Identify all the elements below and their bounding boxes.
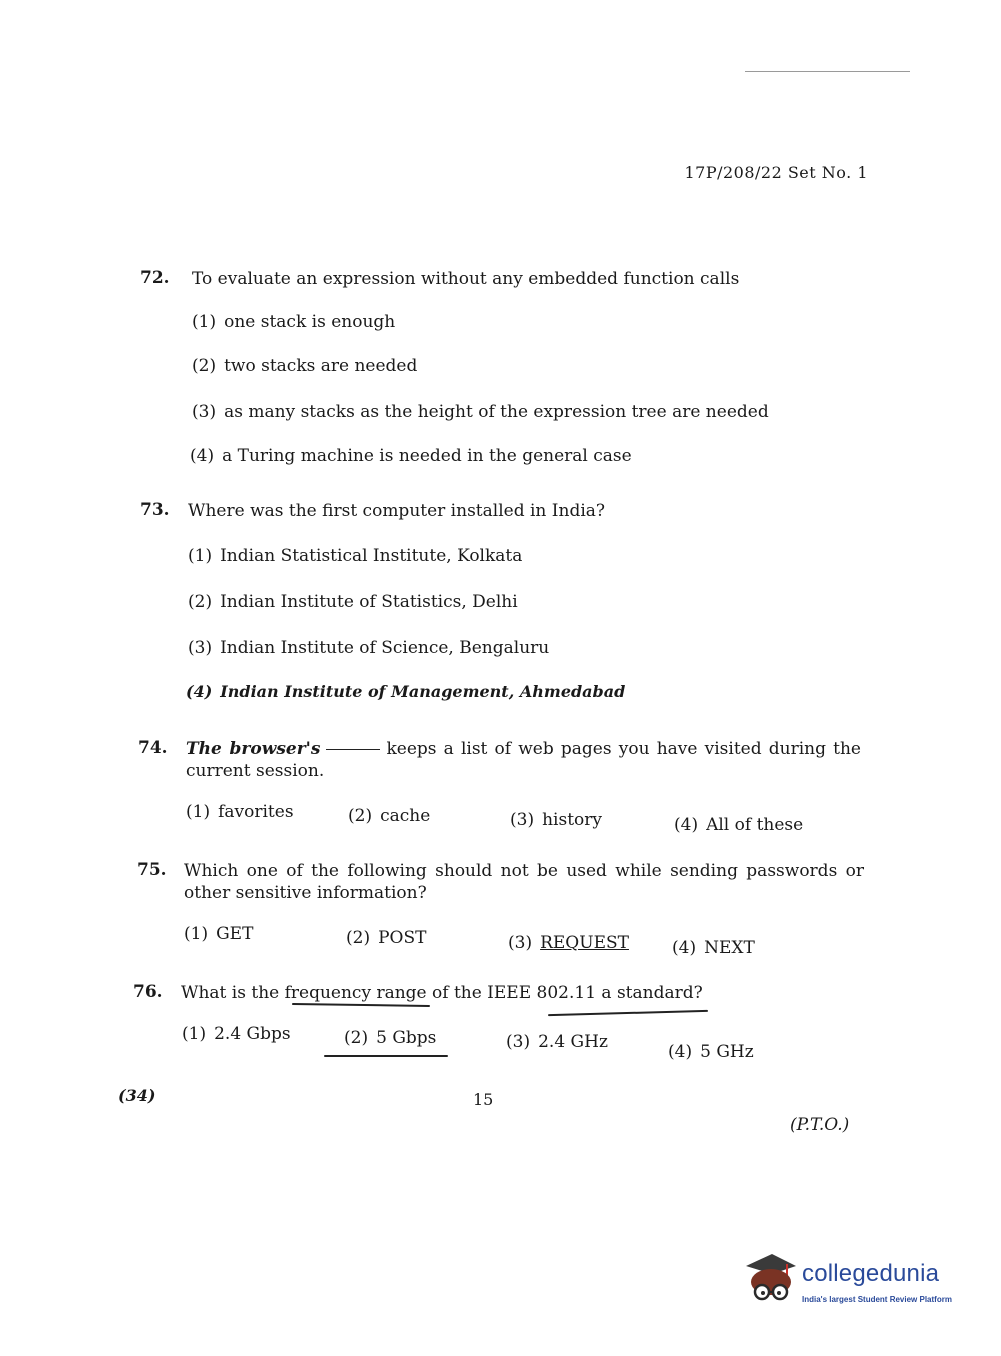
- page-number: 15: [473, 1090, 494, 1109]
- option-73-4: (4) Indian Institute of Management, Ahmedabad: [186, 682, 626, 701]
- question-text: Where was the first computer installed in India?: [188, 501, 606, 521]
- option-76-1: (1) 2.4 Gbps: [182, 1024, 291, 1044]
- fill-blank: [326, 749, 380, 750]
- logo-tagline: India's largest Student Review Platform: [802, 1295, 952, 1304]
- pen-underline-mark: [548, 1010, 708, 1016]
- question-text: What is the frequency range of the IEEE 802.11 a standard?: [181, 983, 703, 1003]
- option-75-3: (3) REQUEST: [508, 933, 629, 953]
- option-76-3: (3) 2.4 GHz: [506, 1032, 608, 1052]
- option-73-1: (1) Indian Statistical Institute, Kolkata: [188, 546, 523, 566]
- question-text: Which one of the following should not be used while sending passwords or other sensitive information?: [184, 861, 864, 903]
- option-74-2: (2) cache: [348, 806, 431, 826]
- set-number: 17P/208/22 Set No. 1: [684, 163, 868, 182]
- option-76-4: (4) 5 GHz: [668, 1042, 754, 1062]
- pto-label: (P.T.O.): [790, 1115, 850, 1135]
- collegedunia-logo: [742, 1250, 972, 1310]
- option-72-4: (4) a Turing machine is needed in the general case: [190, 446, 632, 466]
- option-75-1: (1) GET: [184, 924, 254, 944]
- option-72-3: (3) as many stacks as the height of the expression tree are needed: [192, 402, 769, 422]
- option-74-3: (3) history: [510, 810, 603, 830]
- question-number: 76.: [133, 982, 163, 1002]
- option-72-2: (2) two stacks are needed: [192, 356, 418, 376]
- question-text: To evaluate an expression without any embedded function calls: [192, 269, 740, 289]
- mascot-icon: [742, 1252, 800, 1308]
- option-75-2: (2) POST: [346, 928, 427, 948]
- question-number: 74.: [138, 738, 168, 758]
- logo-wordmark: collegedunia: [802, 1260, 940, 1287]
- option-76-2: (2) 5 Gbps: [344, 1028, 437, 1048]
- top-rule: [745, 71, 910, 72]
- option-72-1: (1) one stack is enough: [192, 312, 396, 332]
- question-number: 75.: [137, 860, 167, 880]
- option-74-1: (1) favorites: [186, 802, 294, 822]
- pen-underline-mark: [324, 1055, 448, 1057]
- option-74-4: (4) All of these: [674, 815, 804, 835]
- option-75-4: (4) NEXT: [672, 938, 755, 958]
- question-number: 73.: [140, 500, 170, 520]
- question-text: The browser's keeps a list of web pages you have visited during the current session.: [186, 739, 861, 781]
- option-73-2: (2) Indian Institute of Statistics, Delhi: [188, 592, 518, 612]
- booklet-code: (34): [118, 1086, 156, 1105]
- option-73-3: (3) Indian Institute of Science, Bengaluru: [188, 638, 550, 658]
- question-number: 72.: [140, 268, 170, 288]
